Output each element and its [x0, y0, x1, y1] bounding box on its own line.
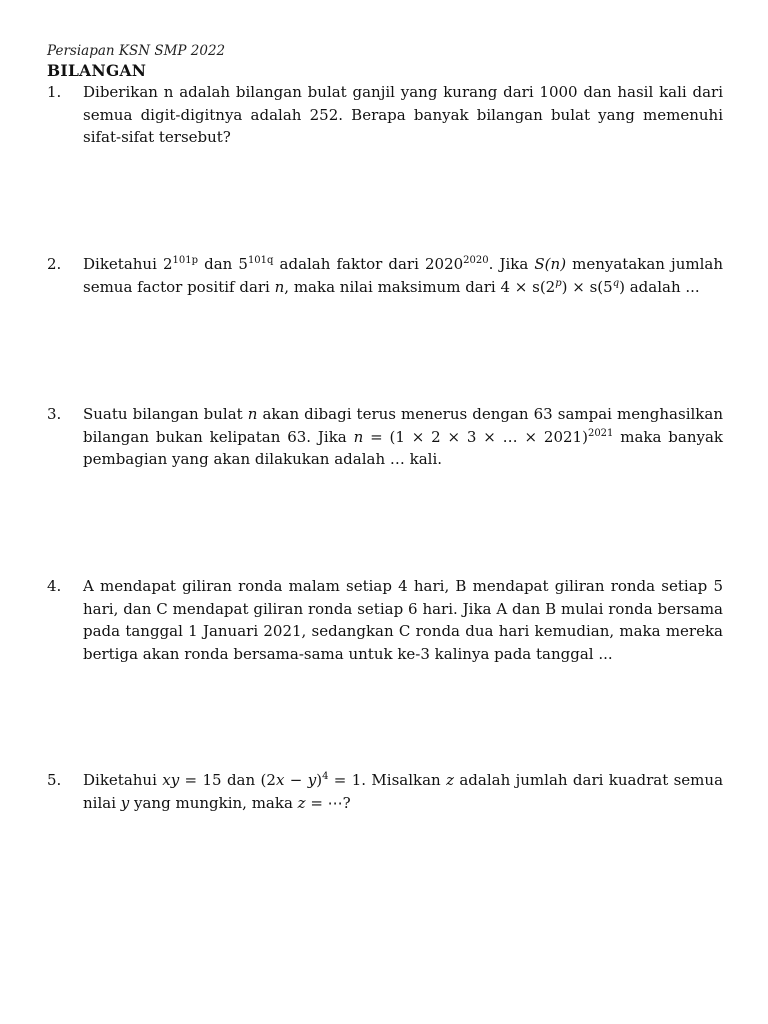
problem-4 [47, 575, 723, 665]
problem-number: 5. [47, 771, 62, 789]
problem-text: Diketahui xy = 15 dan $(2x - y)^4 = 1$. Misalkan z adalah jumlah dari kuadrat semua nilai y yang mungkin, maka z = ⋯? [83, 771, 724, 812]
problem-number: 1. [47, 83, 62, 101]
problem-text: Diberikan n adalah bilangan bulat ganjil yang kurang dari 1000 dan hasil kali dari semua digit-digitnya adalah 252. Berapa banyak bilangan bulat yang memenuhi sifat-sifat tersebut? [83, 83, 723, 146]
problem-3 [47, 403, 723, 471]
section-title: BILANGAN [47, 61, 147, 80]
problem-text: Diketahui $2^{101p}$ dan $5^{101q}$ adalah faktor dari $2020^{2020}$. Jika S(n) menyatakan jumlah semua factor positif dari n, maka nilai maksimum dari $4 \times s(2^p) \times s(5^q)$ adalah ... [83, 255, 723, 296]
problem-number: 3. [47, 405, 62, 423]
problem-text: A mendapat giliran ronda malam setiap 4 hari, B mendapat giliran ronda setiap 5 hari, dan C mendapat giliran ronda setiap 6 hari. Jika A dan B mulai ronda bersama pada tanggal 1 Januari 2021, sedangkan C ronda dua hari kemudian, maka mereka bertiga akan ronda bersama-sama untuk ke-3 kalinya pada tanggal ... [83, 577, 723, 663]
problem-number: 4. [47, 577, 62, 595]
document-header: Persiapan KSN SMP 2022 [47, 43, 226, 59]
problem-text: Suatu bilangan bulat n akan dibagi terus menerus dengan 63 sampai menghasilkan bilangan bukan kelipatan 63. Jika n = (1 × 2 × 3 × … × 2021)$^{2021}$ maka banyak pembagian yang akan dilakukan adalah … kali. [83, 405, 723, 468]
problem-5 [47, 769, 723, 814]
problem-1 [47, 81, 723, 149]
problem-number: 2. [47, 255, 62, 273]
problem-2 [47, 253, 723, 298]
